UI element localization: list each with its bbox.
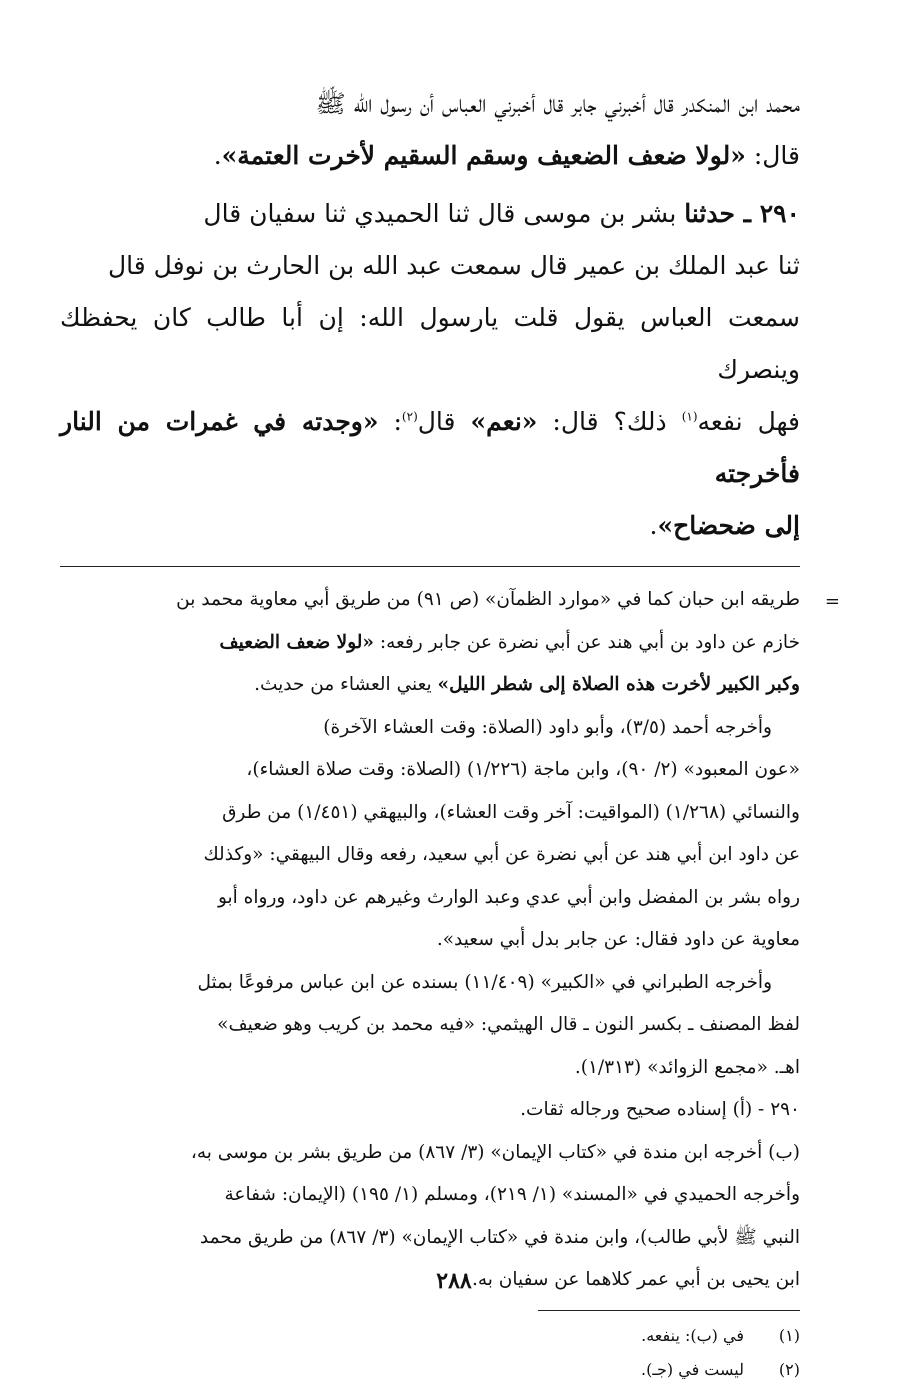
- footnote-text: في (ب): ينفعه.: [641, 1325, 744, 1345]
- note-line: والنسائي (١/٢٦٨) (المواقيت: آخر وقت العشاء)، والبيهقي (١/٤٥١) من طرق: [222, 801, 800, 823]
- main-line: فهل نفعه$^{(١)}$ ذلك؟ قال: «نعم» قال$^{(٢)}$: «وجدته في غمرات من النار فأخرجته: [60, 407, 800, 488]
- note-line: (ب) أخرجه ابن مندة في «كتاب الإيمان» (٣/ ٨٦٧) من طريق بشر بن موسى به،: [190, 1141, 800, 1163]
- note-line: «عون المعبود» (٢/ ٩٠)، وابن ماجة (١/٢٢٦) (الصلاة: وقت صلاة العشاء)،: [246, 759, 800, 780]
- footnote-item: [60, 1319, 800, 1353]
- note-line: ٢٩٠ - (أ) إسناده صحيح ورجاله ثقات.: [520, 1099, 800, 1120]
- hadith-quote: «لولا ضعف الضعيف وسقم السقيم لأخرت العتمة»: [221, 141, 746, 170]
- hadith-quote: «وجدته في غمرات من النار فأخرجته: [60, 407, 800, 488]
- note-line: ابن يحيى بن أبي عمر كلاهما عن سفيان به.: [471, 1269, 800, 1290]
- hadith-number: ٢٩٠ ـ حدثنا: [684, 199, 800, 228]
- note-line: وأخرجه أحمد (٣/٥)، وأبو داود (الصلاة: وقت العشاء الآخرة): [323, 716, 772, 738]
- note-line: وأخرجه الطبراني في «الكبير» (١١/٤٠٩) بسنده عن ابن عباس مرفوعًا بمثل: [197, 971, 772, 993]
- continuation-mark: =: [824, 591, 840, 612]
- book-page: [60, 78, 840, 1387]
- note-line: اهـ. «مجمع الزوائد» (١/٣١٣).: [574, 1056, 800, 1078]
- note-line: معاوية عن داود فقال: عن جابر بدل أبي سعيد».: [436, 929, 800, 950]
- note-line: عن داود ابن أبي هند عن أبي نضرة عن أبي سعيد، رفعه وقال البيهقي: «وكذلك: [203, 844, 800, 865]
- footnote-ref-2: (٢): [401, 409, 418, 424]
- main-line: قال: «لولا ضعف الضعيف وسقم السقيم لأخرت العتمة».: [213, 141, 800, 170]
- footnote-number: (٢): [778, 1359, 800, 1379]
- footnote-number: (١): [778, 1325, 800, 1345]
- note-line: وأخرجه الحميدي في «المسند» (١/ ٢١٩)، ومسلم (١/ ١٩٥) (الإيمان: شفاعة: [224, 1184, 800, 1205]
- footnotes: [60, 1319, 800, 1387]
- footnote-rule: [538, 1310, 800, 1311]
- note-line: لفظ المصنف ـ بكسر النون ـ قال الهيثمي: «فيه محمد بن كريب وهو ضعيف»: [217, 1014, 800, 1035]
- footnote-ref-1: (١): [681, 409, 698, 424]
- note-line: النبي ﷺ لأبي طالب)، وابن مندة في «كتاب الإيمان» (٣/ ٨٦٧) من طريق محمد: [199, 1226, 800, 1248]
- commentary-notes: [60, 579, 840, 1302]
- separator-rule: [60, 566, 800, 567]
- main-line: سمعت العباس يقول قلت يارسول الله: إن أبا طالب كان يحفظك وينصرك: [60, 303, 800, 384]
- note-line: طريقه ابن حبان كما في «موارد الظمآن» (ص ٩١) من طريق أبي معاوية محمد بن: [176, 589, 800, 610]
- footnote-text: ليست في (جـ).: [641, 1359, 744, 1379]
- page-number: ٢٨٨: [436, 1268, 472, 1294]
- note-line: وكبر الكبير لأخرت هذه الصلاة إلى شطر الليل» يعني العشاء من حديث.: [254, 674, 800, 695]
- footnote-item: [60, 1353, 800, 1387]
- main-text: [60, 78, 800, 552]
- main-line: محمد ابن المنكدر قال أخبرني جابر قال أخبرني العباس أن رسول الله ﷺ: [315, 89, 800, 118]
- main-line: ٢٩٠ ـ حدثنا بشر بن موسى قال ثنا الحميدي ثنا سفيان قال: [203, 199, 800, 228]
- note-line: رواه بشر بن المفضل وابن أبي عدي وعبد الوارث وغيرهم عن داود، ورواه أبو: [217, 886, 800, 908]
- note-line: خازم عن داود بن أبي هند عن أبي نضرة عن جابر رفعه: «لولا ضعف الضعيف: [219, 631, 800, 653]
- main-line: ثنا عبد الملك بن عمير قال سمعت عبد الله بن الحارث بن نوفل قال: [107, 251, 800, 280]
- main-line: إلى ضحضاح».: [649, 511, 800, 540]
